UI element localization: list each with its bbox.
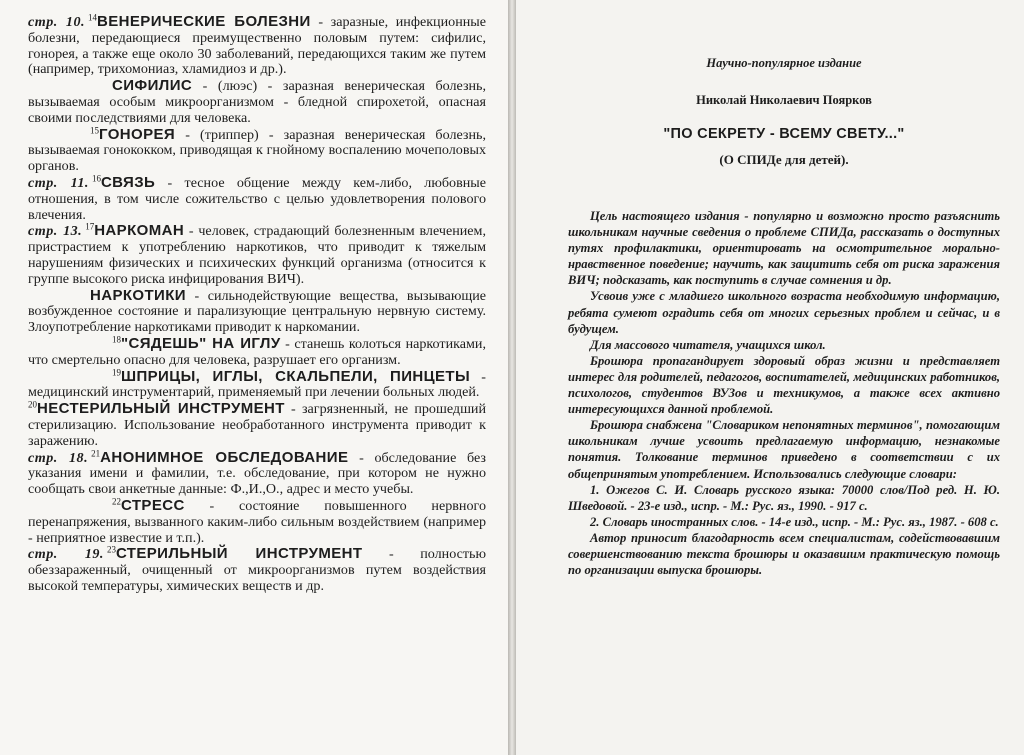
left-page xyxy=(0,0,508,755)
page-reference: стр. 11. xyxy=(28,174,89,191)
glossary-entry xyxy=(28,288,486,336)
footnote-number: 14 xyxy=(88,12,98,23)
glossary-term: ВЕНЕРИЧЕСКИЕ БОЛЕЗНИ xyxy=(97,13,311,30)
glossary xyxy=(28,14,486,595)
glossary-entry xyxy=(28,14,486,78)
footnote-number: 18 xyxy=(112,334,121,345)
glossary-definition: - станешь колоться наркотиками, что смертельно опасно для человека, разрушает его организм. xyxy=(28,335,486,368)
paragraph: Усвоив уже с младшего школьного возраста необходимую информацию, ребята сумеют оградить себя от многих серьезных проблем и сейчас, и в будущем. xyxy=(568,289,1000,336)
reference-author: Ожегов С. И. xyxy=(606,482,688,497)
glossary-entry xyxy=(28,366,486,402)
glossary-term: СТЕРИЛЬНЫЙ ИНСТРУМЕНТ xyxy=(115,545,363,563)
footnote-number: 17 xyxy=(85,221,95,232)
glossary-entry xyxy=(28,175,486,223)
glossary-term: "СЯДЕШЬ" НА ИГЛУ xyxy=(121,334,281,352)
glossary-term: НАРКОТИКИ xyxy=(90,286,186,304)
glossary-term: НЕСТЕРИЛЬНЫЙ ИНСТРУМЕНТ xyxy=(37,400,285,418)
glossary-definition: - (люэс) - заразная венерическая болезнь, вызываемая особым микроорганизмом - бледной спирохетой, опасная своими последствиями для человека. xyxy=(28,78,486,126)
glossary-term: НАРКОМАН xyxy=(94,222,185,240)
acknowledgement: Автор приносит благодарность всем специалистам, содействовавшим совершенствованию текста брошюры и оказавшим практическую помощь по организации выпуска брошюры. xyxy=(568,530,1000,578)
glossary-entry xyxy=(28,223,486,287)
paragraph: Брошюра снабжена "Словариком непонятных терминов", помогающим школьникам лучше усвоить предлагаемую информацию, незнакомые понятия. Толкование терминов приведено в соответствии с их общепринятым употреблением. Использовались следующие словари: xyxy=(568,418,1000,481)
glossary-term: ШПРИЦЫ, ИГЛЫ, СКАЛЬПЕЛИ, ПИНЦЕТЫ xyxy=(121,367,471,385)
reference-author: Словарь xyxy=(602,514,648,529)
glossary-definition: - обследование без указания имени и фамилии, т.е. обследование, при котором не нужно сообщать свои анкетные данные: Ф.,И.,О., адрес и место учебы. xyxy=(28,449,487,498)
author-name: Николай Николаевич Поярков xyxy=(696,93,872,107)
reference-text: Словарь русского языка: 70000 слов/Под ред. Н. Ю. Шведовой. - 23-е изд., испр. - М.: Рус. яз., 1990. - 917 с. xyxy=(568,482,1000,513)
book-spine xyxy=(508,0,516,755)
glossary-entry xyxy=(28,498,486,546)
page-reference: стр. 10. xyxy=(28,14,86,30)
glossary-definition: - состояние повышенного нервного перенапряжения, вызванного каким-либо сильным воздействием (например - неприятное известие и т.п.). xyxy=(28,497,486,546)
glossary-definition: - заразные, инфекционные болезни, передающиеся преимущественно половым путем: сифилис, гонорея, а также еще около 30 заболеваний, передающихся таким же путем (например, трихомониаз, хламидиоз и др.). xyxy=(28,14,487,78)
right-page xyxy=(516,0,1024,755)
publication-type: Научно-популярное издание xyxy=(706,56,862,70)
footnote-number: 21 xyxy=(91,447,101,458)
glossary-entry xyxy=(28,124,486,175)
glossary-entry xyxy=(28,546,486,594)
footnote-number: 23 xyxy=(106,544,116,555)
book-title: "ПО СЕКРЕТУ - ВСЕМУ СВЕТУ..." xyxy=(663,126,905,142)
page-reference: стр. 13. xyxy=(28,223,83,240)
glossary-definition: - сильнодействующие вещества, вызывающие возбужденное состояние и парализующие центральную нервную систему. Злоупотребление наркотиками приводит к наркомании. xyxy=(28,287,486,336)
reference-number: 1. xyxy=(590,482,600,497)
reference-number: 2. xyxy=(590,514,600,529)
glossary-term: АНОНИМНОЕ ОБСЛЕДОВАНИЕ xyxy=(100,448,349,466)
footnote-number: 16 xyxy=(91,173,101,184)
page-reference: стр. 19. xyxy=(28,546,104,563)
footnote-number: 15 xyxy=(90,124,99,135)
glossary-entry xyxy=(28,336,486,369)
footnote-number: 19 xyxy=(112,366,121,377)
footnote-number: 20 xyxy=(28,399,37,410)
glossary-entry xyxy=(28,447,487,498)
glossary-definition: - (триппер) - заразная венерическая болезнь, вызываемая гонококком, приводящая к гнойному воспалению мочеполовых органов. xyxy=(28,126,486,175)
glossary-entry xyxy=(28,401,486,449)
glossary-entry xyxy=(28,78,486,126)
glossary-definition: - человек, страдающий болезненным влечением, пристрастием к употреблению наркотиков, что приводит к тяжелым нарушениям физических и психических функций организма (относится к группе высокого риска инфицирования ВИЧ). xyxy=(28,223,486,287)
glossary-term: СИФИЛИС xyxy=(112,77,193,95)
glossary-term: СВЯЗЬ xyxy=(100,173,156,191)
glossary-term: СТРЕСС xyxy=(121,496,185,514)
reference-item xyxy=(568,514,1000,530)
footnote-number: 22 xyxy=(112,496,121,507)
glossary-definition: - загрязненный, не прошедший стерилизацию. Использование необработанного инструмента приводит к заражению. xyxy=(28,401,487,449)
glossary-definition: - медицинский инструментарий, применяемый при лечении больных людей. xyxy=(28,368,486,401)
glossary-definition: - полностью обеззараженный, очищенный от микроорганизмов путем воздействия высокой температуры, химических веществ и др. xyxy=(28,546,486,594)
annotation-text xyxy=(568,208,1000,578)
paragraph: Цель настоящего издания - популярно и возможно просто разъяснить школьникам научные сведения о проблеме СПИДа, рассказать о доступных путях профилактики, ориентировать на осмотрительное морально-нравственное поведение; научить, как защитить себя от риска заражения ВИЧ; подсказать, как поступить в случае сомнения и др. xyxy=(568,209,1000,288)
book-subtitle: (О СПИДе для детей). xyxy=(719,152,849,167)
paragraph: Брошюра пропагандирует здоровый образ жизни и представляет интерес для родителей, педагогов, воспитателей, медицинских работников, психологов, студентов ВУЗов и техникумов, а также всех активно интересующихся данной проблемой. xyxy=(568,353,1000,417)
reference-item xyxy=(568,482,1000,514)
page-reference: стр. 18. xyxy=(28,449,89,466)
reference-text: иностранных слов. - 14-е изд., испр. - М.: Рус. яз., 1987. - 608 с. xyxy=(647,514,999,529)
paragraph: Для массового читателя, учащихся школ. xyxy=(590,337,826,352)
glossary-definition: - тесное общение между кем-либо, любовные отношения, в том числе сожительство с целью удовлетворения полового влечения. xyxy=(28,174,486,223)
glossary-term: ГОНОРЕЯ xyxy=(99,125,176,143)
